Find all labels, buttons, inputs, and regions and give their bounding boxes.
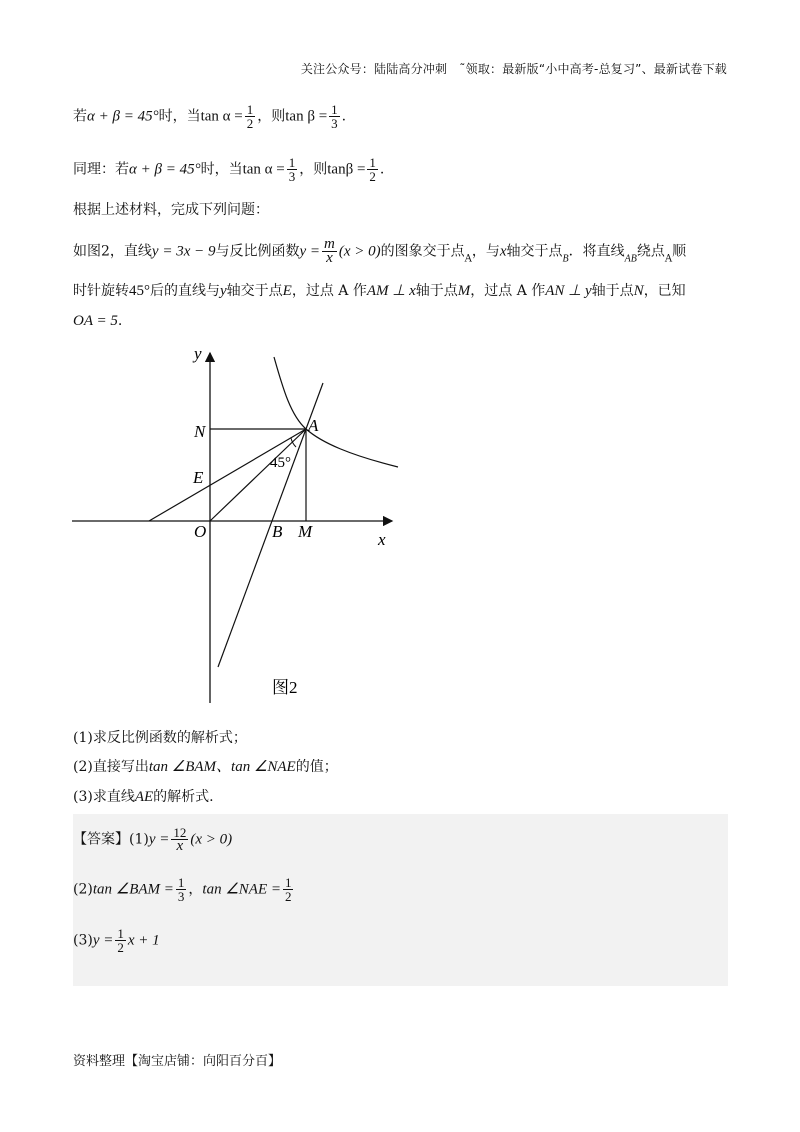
fraction: $\frac{12}{x}$ <box>173 825 187 854</box>
problem-line-1: 如图2，直线y = 3x − 9与反比例函数y = $\frac{m}{x}$ (x > 0)的图象交于点$_A$，与x轴交于点$_B$．将直线$_{AB}$绕点$_A$顺 <box>73 236 687 266</box>
fraction: $\frac{1}{3}$ <box>331 102 338 131</box>
fraction: $\frac{1}{3}$ <box>288 155 296 184</box>
label-N: N <box>194 422 206 441</box>
label-angle: 45° <box>270 455 291 471</box>
problem-line-2: 时针旋转45°后的直线与y轴交于点E，过点 A 作AM ⊥ x轴于点M，过点 A 作AN ⊥ y轴于点N，已知 <box>73 283 686 299</box>
fraction: $\frac{1}{2}$ <box>284 875 292 904</box>
fraction: $\frac{1}{2}$ <box>117 926 124 955</box>
answer-2: (2)tan ∠BAM = $\frac{1}{3}$ ，tan ∠NAE = $\frac{1}{2}$ <box>73 875 292 904</box>
label-x: x <box>378 530 386 549</box>
question-2: (2)直接写出tan ∠BAM、tan ∠NAE的值； <box>73 759 338 775</box>
problem-line-3: OA = 5. <box>73 313 123 329</box>
label-B: B <box>272 522 283 541</box>
figure-caption: 图2 <box>272 678 298 697</box>
label-y: y <box>194 345 202 363</box>
question-1: (1)求反比例函数的解析式； <box>73 730 247 746</box>
label-O: O <box>194 522 207 541</box>
angle-sum-expr: α + β = 45° <box>87 108 159 125</box>
answer-1: 【答案】(1)y = $\frac{12}{x}$ (x > 0) <box>73 825 233 854</box>
instruction-line: 根据上述材料，完成下列问题： <box>73 202 269 218</box>
question-3: (3)求直线AE的解析式. <box>73 789 214 805</box>
label-M: M <box>298 522 313 541</box>
line-AE <box>149 429 306 521</box>
fraction: $\frac{1}{2}$ <box>369 155 376 184</box>
answer-3: (3)y = $\frac{1}{2}$ x + 1 <box>73 926 160 955</box>
page-footer: 资料整理【淘宝店铺：向阳百分百】 <box>73 1054 282 1069</box>
premise-line-1: 若α + β = 45°时，当tan α = $\frac{1}{2}$ ，则tan β = $\frac{1}{3}$ . <box>73 102 347 131</box>
page-header: 关注公众号：陆陆高分冲刺 ˜领取：最新版“小中高考-总复习”、最新试卷下载 <box>300 62 727 76</box>
hyperbola-curve <box>274 357 398 467</box>
segment-OA <box>210 429 306 521</box>
geometry-figure <box>70 345 410 710</box>
fraction: $\frac{1}{3}$ <box>177 875 185 904</box>
premise-line-2: 同理：若α + β = 45°时，当tan α = $\frac{1}{3}$ ，则tanβ = $\frac{1}{2}$ . <box>73 155 385 184</box>
label-E: E <box>193 468 204 487</box>
fraction: $\frac{1}{2}$ <box>246 102 254 131</box>
fraction: $\frac{m}{x}$ <box>324 236 335 266</box>
label-A: A <box>308 416 319 435</box>
